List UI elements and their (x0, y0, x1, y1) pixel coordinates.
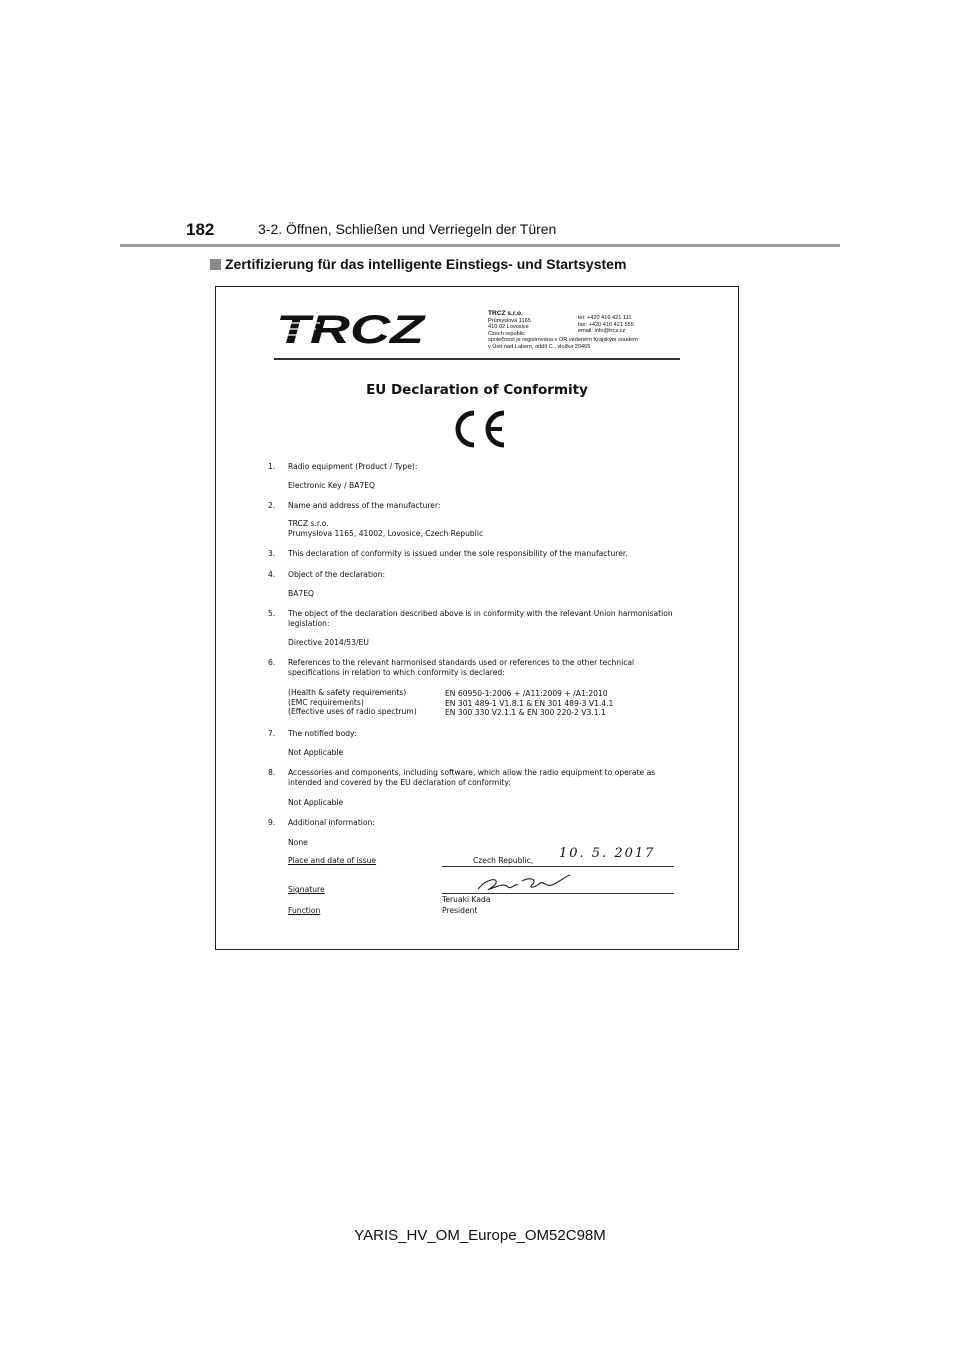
item-value: Not Applicable (288, 748, 344, 757)
address-line: v Ústí nad Labem, oddíl C., vložka 20465 (488, 343, 591, 350)
standard-value: EN 60950-1:2006 + /A11:2009 + /A1:2010 (445, 689, 608, 698)
item-value: BA7EQ (288, 589, 315, 598)
item-text: References to the relevant harmonised standards used or references to the other technical (288, 658, 635, 667)
item-text: Radio equipment (Product / Type): (288, 462, 418, 471)
item-value: Electronic Key / BA7EQ (288, 481, 376, 490)
declaration-image-frame (215, 286, 739, 950)
signature-label: Signature (288, 885, 325, 894)
address-line: společnost je registrována v OR vedeném Krajským soudem (488, 337, 638, 344)
subheading-text: Zertifizierung für das intelligente Einstiegs- und Startsystem (225, 256, 627, 272)
handwritten-signature (474, 873, 574, 895)
place-value: Czech Republic, (473, 856, 534, 865)
standard-value: EN 301 489-1 V1.8.1 & EN 301 489-3 V1.4.1 (445, 698, 614, 708)
standard-label: (EMC requirements) (288, 697, 364, 707)
item-text: Additional information: (288, 818, 375, 827)
item-number: 9. (268, 818, 276, 827)
item-text: The object of the declaration described above is in conformity with the relevant Union harmonisation (288, 609, 673, 618)
subheading (210, 256, 626, 272)
standard-label: (Health & safety requirements) (288, 688, 407, 697)
item-number: 7. (268, 729, 276, 738)
item-text: intended and covered by the EU declaration of conformity: (288, 777, 511, 787)
function-label: Function (288, 906, 321, 915)
document-title: EU Declaration of Conformity (366, 382, 588, 398)
item-number: 1. (268, 462, 276, 471)
square-bullet-icon (210, 259, 221, 270)
standards-labels (288, 688, 417, 717)
ce-mark-icon (448, 407, 508, 451)
contact-email: email: info@trcz.cz (578, 328, 626, 335)
address-line: Průmyslová 1165 (488, 317, 531, 324)
declaration-document (216, 287, 738, 949)
signature-line (442, 893, 674, 894)
item-text: Object of the declaration: (288, 570, 386, 579)
item-number: 3. (268, 549, 276, 558)
header-rule (120, 244, 840, 247)
item-text: Name and address of the manufacturer: (288, 501, 441, 510)
item-value: None (288, 838, 308, 847)
place-date-line (442, 866, 674, 867)
page-number: 182 (186, 220, 215, 239)
item-number: 6. (268, 658, 276, 667)
item-value: Prumyslova 1165, 41002, Lovosice, Czech Republic (288, 529, 484, 538)
item-value: TRCZ s.r.o. (288, 519, 329, 528)
item-number: 5. (268, 609, 276, 618)
standard-value: EN 300 330 V2.1.1 & EN 300 220-2 V3.1.1 (445, 708, 606, 718)
item-text: Accessories and components, including software, which allow the radio equipment to operate as (288, 768, 656, 777)
logo-text: TRCZ (276, 309, 426, 349)
trcz-logo (276, 309, 426, 349)
item-text: This declaration of conformity is issued under the sole responsibility of the manufacturer. (288, 549, 628, 558)
item-number: 2. (268, 501, 276, 510)
item-number: 4. (268, 570, 276, 579)
standards-values (445, 689, 613, 718)
company-name: TRCZ s.r.o. (488, 310, 523, 317)
item-text: legislation: (288, 618, 330, 628)
section-title: 3-2. Öffnen, Schließen und Verriegeln der Türen (258, 221, 557, 237)
standard-label: (Effective uses of radio spectrum) (288, 707, 417, 717)
handwritten-date: 10. 5. 2017 (559, 846, 656, 861)
item-value: Not Applicable (288, 798, 344, 807)
item-text: The notified body: (288, 729, 357, 738)
place-date-label: Place and date of issue (288, 856, 377, 865)
item-text: specifications in relation to which conformity is declared: (288, 667, 505, 677)
footer-code: YARIS_HV_OM_Europe_OM52C98M (354, 1227, 606, 1244)
item-value: Directive 2014/53/EU (288, 638, 369, 647)
contact-phone: tel: +420 416 421 111 (578, 315, 632, 321)
signer-function: President (442, 906, 478, 915)
signer-name: Teruaki Kada (442, 895, 491, 904)
item-number: 8. (268, 768, 276, 777)
company-contact (578, 315, 634, 335)
address-line: Czech republic (488, 330, 525, 337)
letterhead-rule (274, 358, 680, 360)
contact-fax: fax: +420 416 421 555 (578, 321, 634, 328)
address-line: 410 02 Lovosice (488, 324, 529, 331)
